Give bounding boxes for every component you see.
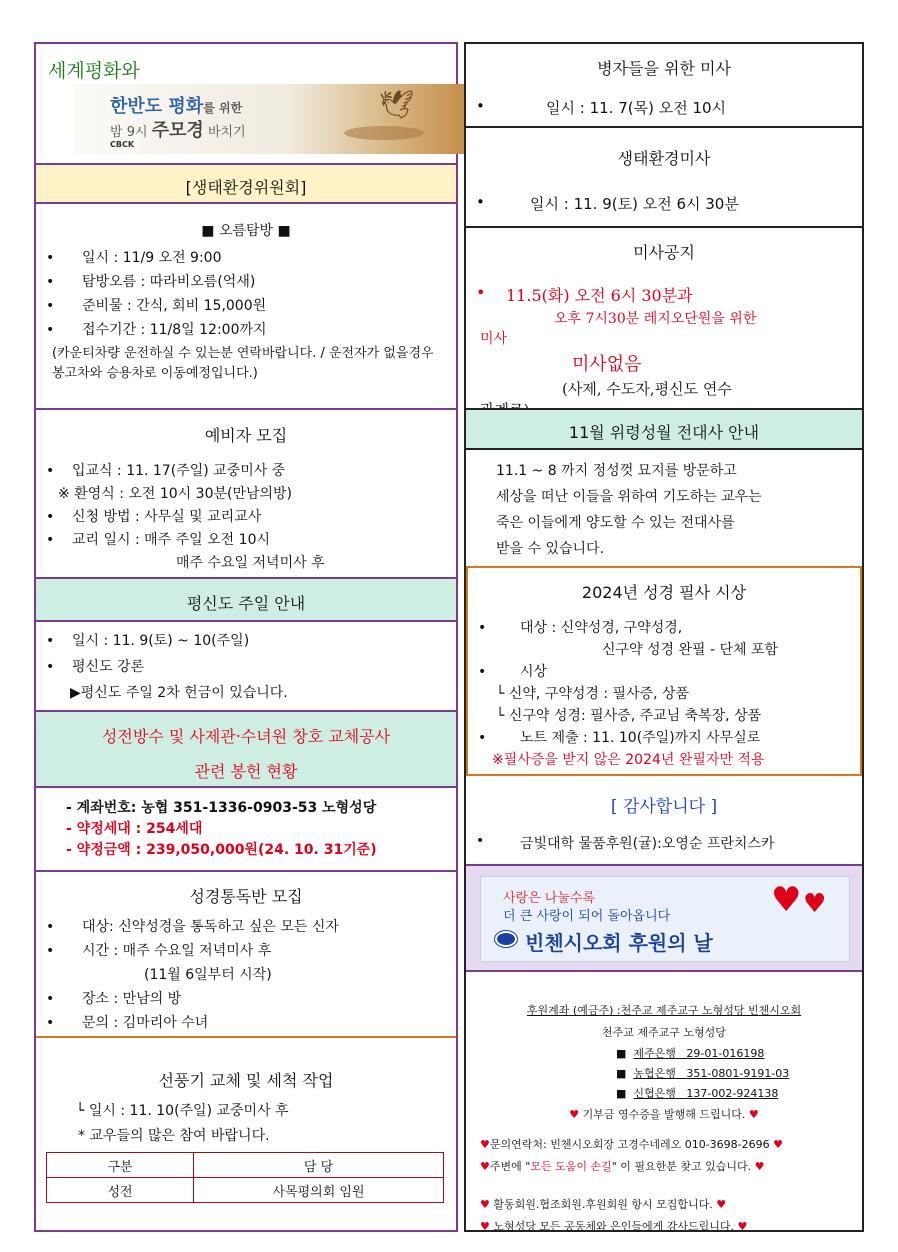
catechumen-schedule-2: 매주 수요일 저녁미사 후: [176, 555, 325, 571]
fan-note: * 교우들의 많은 참여 바랍니다.: [78, 1128, 270, 1144]
table-header-row: [47, 1153, 444, 1178]
bank-number: 29-01-016198: [686, 1047, 765, 1060]
fan-table: [46, 1152, 444, 1203]
account-title: 후원계좌 (예금주) :천주교 제주교구 노형성당 빈첸시오회: [526, 1004, 802, 1017]
bank-row: ■ 농협은행 351-0801-9191-03: [616, 1067, 790, 1080]
heart-icon: ♥: [480, 1138, 490, 1151]
bible-copy-header: 2024년 성경 필사 시상: [581, 583, 747, 602]
peace-banner: [74, 84, 464, 154]
laity-note: ▶평신도 주일 2차 헌금이 있습니다.: [70, 685, 288, 701]
peace-title: 세계평화와: [48, 60, 140, 82]
sick-mass-header: 병자들을 위한 미사: [597, 59, 731, 78]
banner-text-night: 밤 9시: [110, 125, 152, 140]
catechumen-section: [36, 408, 456, 578]
list-item: • 장소 : 만남의 방: [36, 987, 456, 1011]
heart-icon: ♥: [480, 1160, 490, 1173]
mass-notice-line2: 오후 7시30분 레지오단원을 위한: [554, 311, 757, 327]
table-cell: 사목평의회 임원: [194, 1178, 444, 1203]
bible-copy-target-2: 신구약 성경 완필 - 단체 포함: [602, 642, 779, 658]
bank-number: 137-002-924138: [686, 1087, 779, 1100]
list-item: • 시상: [468, 661, 860, 683]
construction-body: [36, 790, 456, 870]
list-item: • 준비물 : 간식, 회비 15,000원: [36, 294, 456, 318]
banner-text-prayer: 주모경: [151, 120, 204, 141]
vincent-details: [466, 974, 862, 1233]
vincent-banner: [480, 876, 850, 962]
vincent-logo-icon: [495, 931, 517, 947]
heart-icon: ♥: [748, 1108, 759, 1121]
list-item: • 교리 일시 : 매주 주일 오전 10시: [36, 529, 456, 552]
list-item: • 일시 : 11. 9(토) ~ 10(주일): [36, 628, 456, 654]
list-item: • 일시 : 11. 9(토) 오전 6시 30분: [466, 193, 862, 214]
eco-note: (카운티차량 운전하실 수 있는분 연락바랍니다. / 운전자가 없을경우 봉고차와 승용차로 이동예정입니다.): [52, 346, 434, 381]
bible-copy-warning: ※필사증을 받지 않은 2024년 완필자만 적용: [492, 752, 765, 768]
bible-reading-section: [36, 870, 456, 1036]
bank-name: 제주은행: [633, 1047, 676, 1060]
indulgence-text: 받을 수 있습니다.: [496, 541, 605, 557]
heart-icon: ♥: [771, 880, 802, 920]
eco-committee-body: [36, 206, 456, 408]
construction-amount: - 약정금액 : 239,050,000원(24. 10. 31기준): [66, 842, 377, 858]
eco-subtitle: ■ 오름탐방 ■: [201, 223, 291, 239]
bible-copy-section: [466, 566, 862, 776]
mass-notice-section: [466, 226, 862, 408]
eco-committee-header: [생태환경위원회]: [36, 163, 456, 204]
heart-icon: ♥: [737, 1220, 748, 1233]
list-item: • 신청 방법 : 사무실 및 교리교사: [36, 506, 456, 529]
mass-notice-reason: (사제, 수도자,평신도 연수: [562, 380, 732, 398]
banner-text-peace: 한반도 평화: [110, 96, 204, 117]
indulgence-body: [466, 452, 862, 566]
construction-households: - 약정세대 : 254세대: [66, 821, 203, 837]
sick-mass-section: [466, 44, 862, 126]
list-item: • 시간 : 매주 수요일 저녁미사 후: [36, 939, 456, 963]
table-header-cell: 담 당: [194, 1153, 444, 1178]
vincent-banner-frame: [466, 864, 862, 972]
list-item: • 대상: 신약성경을 통독하고 싶은 모든 신자: [36, 915, 456, 939]
catechumen-header: 예비자 모집: [204, 426, 288, 445]
construction-title-1: 성전방수 및 사제관‧수녀원 창호 교체공사: [101, 727, 391, 746]
table-header-cell: 구분: [47, 1153, 194, 1178]
list-item: • 대상 : 신약성경, 구약성경,: [468, 617, 860, 639]
bank-name: 농협은행: [633, 1067, 676, 1080]
heart-icon: ♥: [480, 1220, 490, 1233]
indulgence-text: 세상을 떠난 이들을 위하여 기도하는 교우는: [496, 489, 762, 505]
heart-icon: ♥: [803, 889, 827, 919]
bird-icon: 🕊: [379, 88, 415, 121]
bank-row: ■ 신협은행 137-002-924138: [616, 1087, 779, 1100]
recruit-line: ♥ 활동회원.협조회원.후원회원 항시 모집합니다. ♥: [480, 1198, 727, 1211]
list-item: • 11.5(화) 오전 6시 30분과: [466, 283, 862, 306]
banner-text-pray: 바치기: [203, 125, 246, 140]
eco-mass-header: 생태환경미사: [617, 149, 711, 168]
construction-title-2: 관련 봉헌 현황: [194, 762, 298, 781]
welcome-note: ※ 환영식 : 오전 10시 30분(만남의방): [58, 486, 293, 502]
bank-number: 351-0801-9191-03: [686, 1067, 790, 1080]
bible-start-date: (11월 6일부터 시작): [144, 967, 272, 983]
thanks-line: ♥ 노형성당 모든 공동체와 은인들에게 감사드립니다. ♥: [480, 1220, 748, 1233]
indulgence-text: 11.1 ~ 8 까지 정성껏 묘지를 방문하고: [496, 463, 737, 479]
heart-icon: ♥: [716, 1198, 727, 1211]
mass-notice-header: 미사공지: [633, 243, 695, 262]
heart-icon: ♥: [569, 1108, 580, 1121]
heart-icon: ♥: [773, 1138, 784, 1151]
receipt-line: ♥ 기부금 영수증을 발행해 드립니다. ♥: [569, 1108, 759, 1121]
hands-icon: [344, 126, 424, 140]
list-item: • 탐방오름 : 따라비오름(억새): [36, 270, 456, 294]
banner-text-for: 를 위한: [203, 101, 243, 115]
indulgence-header-band: 11월 위령성월 전대사 안내: [466, 408, 862, 450]
contact-line: ♥문의연락처: 빈첸시오회장 고경수네레오 010-3698-2696 ♥: [480, 1138, 784, 1151]
list-item: • 입교식 : 11. 17(주일) 교중미사 중: [36, 460, 456, 483]
construction-account: - 계좌번호: 농협 351-1336-0903-53 노형성당: [66, 800, 377, 816]
thanks-section: [466, 776, 862, 864]
laity-body: [36, 624, 456, 710]
fan-header: 선풍기 교체 및 세척 작업: [158, 1071, 334, 1090]
heart-icon: ♥: [754, 1160, 765, 1173]
list-item: • 일시 : 11/9 오전 9:00: [36, 246, 456, 270]
account-title-2: 천주교 제주교구 노형성당: [602, 1026, 726, 1039]
list-item: • 일시 : 11. 7(목) 오전 10시: [466, 97, 862, 118]
table-row: [47, 1178, 444, 1203]
laity-header-band: 평신도 주일 안내: [36, 577, 456, 622]
list-item: • 평신도 강론: [36, 654, 456, 680]
list-item: • 접수기간 : 11/8일 12:00까지: [36, 318, 456, 342]
fan-date: └ 일시 : 11. 10(주일) 교중미사 후: [76, 1103, 289, 1119]
table-cell: 성전: [47, 1178, 194, 1203]
peace-section: [36, 44, 456, 162]
neighbors-line: ♥주변에 "모든 도움이 손길" 이 필요한분 찾고 있습니다. ♥: [480, 1160, 765, 1173]
bible-copy-award-1: └ 신약, 구약성경 : 필사증, 상품: [496, 686, 690, 702]
mass-notice-line2b: 미사: [480, 331, 508, 347]
list-item: • 문의 : 김마리아 수녀: [36, 1011, 456, 1035]
list-item: • 노트 제출 : 11. 10(주일)까지 사무실로: [468, 727, 860, 749]
bible-reading-header: 성경통독반 모집: [189, 887, 303, 906]
list-item: • 금빛대학 물품후원(귤):오영순 프란치스카: [466, 833, 862, 853]
bank-row: ■ 제주은행 29-01-016198: [616, 1047, 765, 1060]
eco-mass-section: [466, 126, 862, 226]
banner-title: 빈첸시오회 후원의 날: [525, 931, 713, 955]
mass-notice-cancel: 미사없음: [572, 354, 642, 375]
heart-icon: ♥: [480, 1198, 490, 1211]
indulgence-text: 죽은 이들에게 양도할 수 있는 전대사를: [496, 515, 735, 531]
cbck-logo: CBCK: [110, 140, 135, 149]
thanks-header: [ 감사합니다 ]: [610, 797, 718, 817]
bank-name: 신협은행: [633, 1087, 676, 1100]
construction-header-band: [36, 710, 456, 788]
bible-copy-award-2: └ 신구약 성경: 필사증, 주교님 축복장, 상품: [496, 708, 762, 724]
fan-section: [36, 1036, 456, 1230]
banner-line-2: 더 큰 사랑이 되어 돌아옵니다: [503, 909, 671, 924]
banner-line-1: 사랑은 나눌수록: [503, 891, 596, 906]
